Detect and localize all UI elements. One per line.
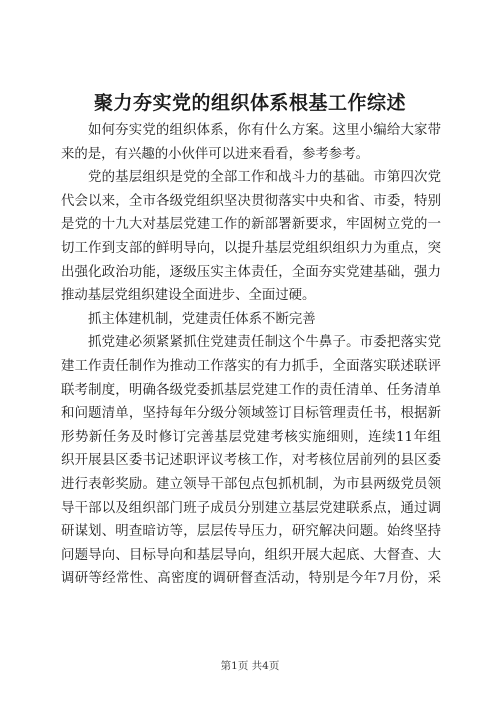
paragraph-line: 织开展县区委书记述职评议考核工作，对考核位居前列的县区委 — [61, 453, 441, 469]
paragraph-line: 出强化政治功能，逐级压实主体责任，全面夯实党建基础，强力 — [61, 264, 441, 280]
paragraph-line: 党的基层组织是党的全部工作和战斗力的基础。市第四次党 — [88, 170, 441, 186]
paragraph-line: 调研等经常性、高密度的调研督查活动，特别是今年7月份，采 — [61, 571, 441, 587]
section-heading: 抓主体建机制，党建责任体系不断完善 — [88, 311, 316, 327]
paragraph-line: 抓党建必须紧紧抓住党建责任制这个牛鼻子。市委把落实党 — [88, 335, 441, 351]
paragraph-line: 来的是，有兴趣的小伙伴可以进来看看，参考参考。 — [61, 146, 369, 162]
paragraph-line: 联考制度，明确各级党委抓基层党建工作的责任清单、任务清单 — [61, 382, 441, 398]
page-footer: 第1页 共4页 — [220, 660, 280, 672]
paragraph-line: 推动基层党组织建设全面进步、全面过硬。 — [61, 288, 316, 304]
paragraph-line: 导干部以及组织部门班子成员分别建立基层党建联系点，通过调 — [61, 500, 441, 516]
paragraph-line: 建工作责任制作为推动工作落实的有力抓手，全面落实联述联评 — [61, 358, 441, 374]
paragraph-line: 研谋划、明查暗访等，层层传导压力，研究解决问题。始终坚持 — [61, 524, 441, 540]
paragraph-line: 如何夯实党的组织体系，你有什么方案。这里小编给大家带 — [88, 123, 441, 138]
paragraph-line: 切工作到支部的鲜明导向，以提升基层党组织组织力为重点，突 — [61, 240, 441, 256]
paragraph-line: 和问题清单，坚持每年分级分领域签订目标管理责任书，根据新 — [61, 406, 441, 422]
document-body — [61, 119, 441, 591]
paragraph-line: 形势新任务及时修订完善基层党建考核实施细则，连续11年组 — [61, 429, 441, 445]
paragraph-line: 代会以来，全市各级党组织坚决贯彻落实中央和省、市委，特别 — [61, 193, 441, 209]
paragraph-line: 进行表彰奖励。建立领导干部包点包抓机制，为市县两级党员领 — [61, 476, 441, 492]
document-title: 聚力夯实党的组织体系根基工作综述 — [93, 92, 406, 114]
paragraph-line: 是党的十九大对基层党建工作的新部署新要求，牢固树立党的一 — [61, 217, 441, 233]
paragraph-line: 问题导向、目标导向和基层导向，组织开展大起底、大督查、大 — [61, 547, 441, 563]
